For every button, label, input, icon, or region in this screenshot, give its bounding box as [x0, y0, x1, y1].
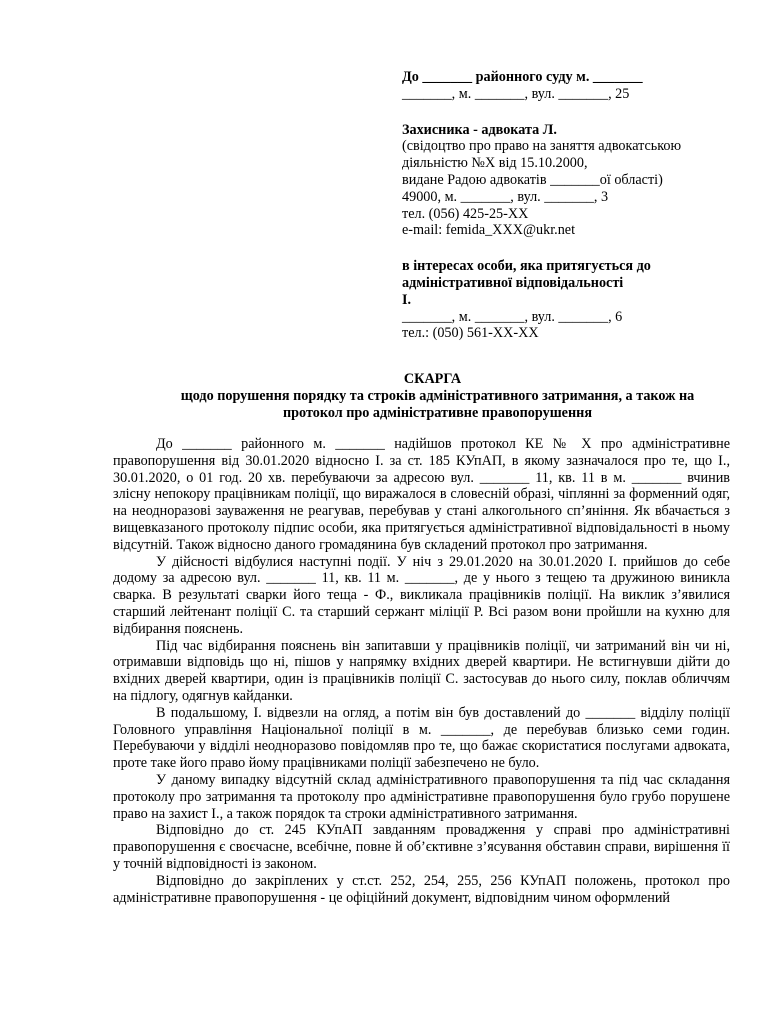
title-subtitle: щодо порушення порядку та строків адміністративного затримання, а також на — [180, 387, 695, 404]
person-initial: І. — [402, 291, 412, 308]
body-paragraph: Під час відбирання пояснень він запитавши у працівників поліції, чи затриманий він чи ні, отримавши відповідь що ні, пішов у напрямку вхідних дверей квартири. Не встигнувши дійти до вхідних дверей квартири, один із працівників поліції С. застосував до нього силу, поклав обличчям на підлогу, одягнув кайданки. — [113, 637, 730, 704]
court-line: До _______ районного суду м. _______ — [402, 69, 643, 85]
interest-title: в інтересах особи, яка притягується до — [402, 258, 651, 275]
interest-title: адміністративної відповідальності — [402, 274, 624, 291]
person-phone: тел.: (050) 561-ХХ-ХХ — [402, 325, 539, 342]
defender-certificate-line: видане Радою адвокатів _______ої області) — [402, 171, 663, 188]
court-address: _______, м. _______, вул. _______, 25 — [402, 85, 630, 102]
body-paragraph: У даному випадку відсутній склад адміністративного правопорушення та під час складання протоколу про затримання та протоколу про адміністративне правопорушення було грубо порушене право на захист І., а також порядок та строки адміністративного затримання. — [113, 771, 730, 822]
defender-phone: тел. (056) 425-25-ХХ — [402, 205, 529, 222]
defender-certificate-line: діяльністю №Х від 15.10.2000, — [402, 155, 588, 172]
defender-certificate-line: (свідоцтво про право на заняття адвокатською — [402, 138, 682, 155]
document-title — [150, 371, 725, 421]
body-paragraph: Відповідно до ст. 245 КУпАП завданням провадження у справі про адміністративні правопорушення є своєчасне, всебічне, повне й об’єктивне з’ясування обставин справи, вирішення її у точній відповідності із законом. — [113, 822, 730, 872]
body-paragraph: У дійсності відбулися наступні події. У ніч з 29.01.2020 на 30.01.2020 І. прийшов до себе додому за адресою вул. _______ 11, кв. 11 м. _______, де у нього з тещею та дружиною виникла сварка. В результаті сварки його теща - Ф., викликала працівників поліції. На виклик з’явилися старший лейтенант поліції С. та старший сержант міліції Р. Всі разом вони пройшли на кухню для відбирання пояснень. — [113, 553, 730, 637]
body-paragraph: В подальшому, І. відвезли на огляд, а потім він був доставлений до _______ відділу поліції Головного управління Національної поліції в м. _______, де перебував близько семи годин. Перебуваючи у відділі неодноразово повідомляв про те, що бажає скористатися послугами адвоката, проте таке його право йому працівниками поліції забезпечено не було. — [113, 704, 730, 772]
body-paragraph: До _______ районного м. _______ надійшов протокол КЕ № Х про адміністративне правопорушення від 30.01.2020 відносно І. за ст. 185 КУпАП, в якому зазначалося про те, що І., 30.01.2020, о 01 год. 20 хв. перебуваючи за адресою вул. _______ 11, кв. 11 в м. _______ вчинив злісну непокору працівникам поліції, що виражалося в словесній образі, чіплянні за форменний одяг, на неодноразові зауваження не реагував, перебував у стані алкогольного сп’яніння. Як вбачається з вищевказаного протоколу підпис особи, яка притягується адміністративної відповідальності в ньому відсутній. Також відносно даного громадянина був складений протокол про затримання. — [113, 436, 730, 553]
complaint-body — [113, 436, 730, 906]
person-address: _______, м. _______, вул. _______, 6 — [402, 308, 623, 325]
defender-email: e-mail: femida_XXX@ukr.net — [402, 222, 576, 239]
body-paragraph: Відповідно до закріплених у ст.ст. 252, 254, 255, 256 КУпАП положень, протокол про адміністративне правопорушення - це офіційний документ, відповідним чином оформлений — [113, 872, 730, 906]
defender-address: 49000, м. _______, вул. _______, 3 — [402, 188, 609, 205]
title-main: СКАРГА — [403, 371, 462, 387]
title-subtitle: протокол про адміністративне правопорушення — [282, 404, 592, 421]
defender-title: Захисника - адвоката Л. — [402, 121, 557, 138]
addressee-block — [402, 69, 732, 342]
